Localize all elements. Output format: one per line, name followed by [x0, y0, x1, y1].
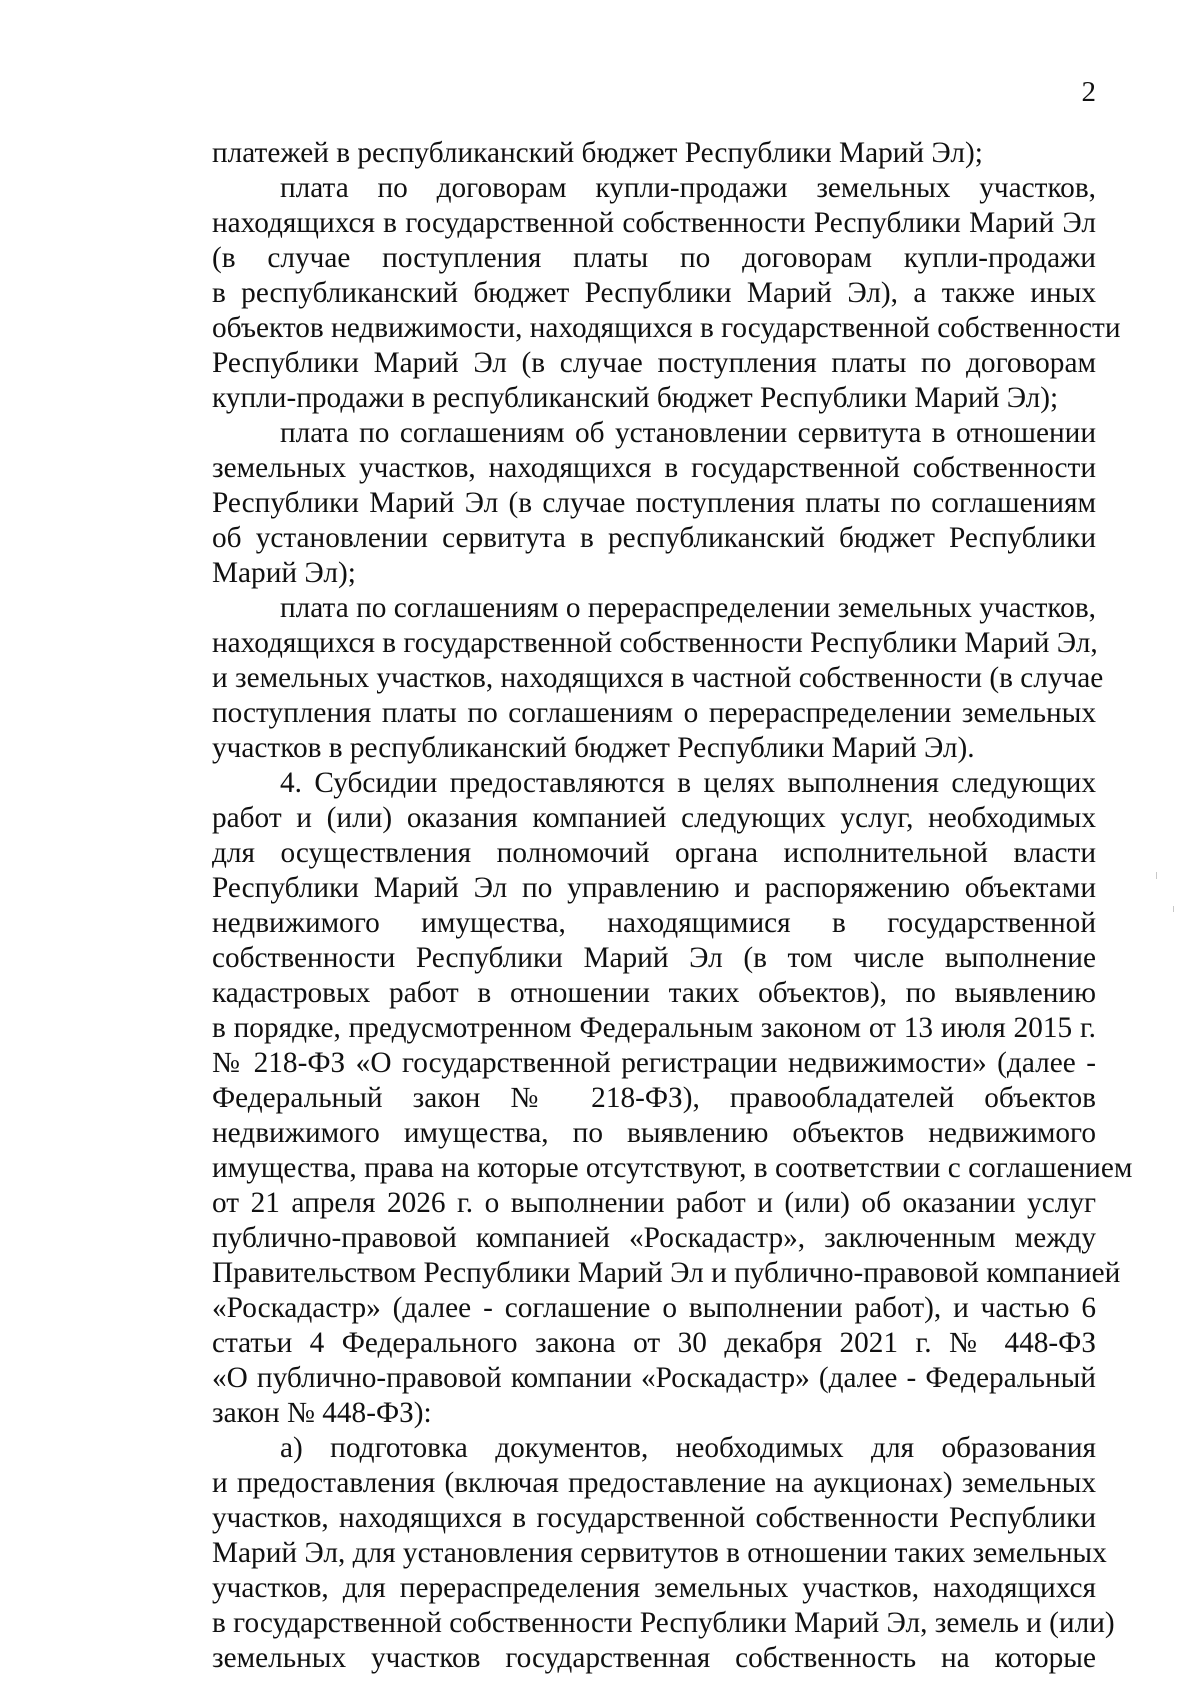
text-line: (в случае поступления платы по договорам купли-продажи [212, 242, 1096, 274]
text-line: Республики Марий Эл (в случае поступления платы по договорам [212, 347, 1096, 379]
text-line: Республики Марий Эл по управлению и распоряжению объектами [212, 872, 1096, 904]
page-number: 2 [1081, 76, 1096, 108]
text-line: статьи 4 Федерального закона от 30 декабря 2021 г. № 448-ФЗ [212, 1327, 1096, 1359]
text-line: 4. Субсидии предоставляются в целях выполнения следующих [280, 767, 1096, 799]
text-line: поступления платы по соглашениям о перераспределении земельных [212, 697, 1096, 729]
text-line: в государственной собственности Республики Марий Эл, земель и (или) [212, 1607, 1115, 1639]
text-line: а) подготовка документов, необходимых для образования [280, 1432, 1096, 1464]
text-line: плата по соглашениям о перераспределении земельных участков, [280, 592, 1096, 624]
text-line: в порядке, предусмотренном Федеральным законом от 13 июля 2015 г. [212, 1012, 1096, 1044]
text-line: находящихся в государственной собственности Республики Марий Эл, [212, 627, 1098, 659]
text-line: недвижимого имущества, находящимися в государственной [212, 907, 1096, 939]
text-line: плата по договорам купли-продажи земельных участков, [280, 172, 1096, 204]
text-line: собственности Республики Марий Эл (в том числе выполнение [212, 942, 1096, 974]
text-line: объектов недвижимости, находящихся в государственной собственности [212, 312, 1121, 344]
text-line: Марий Эл, для установления сервитутов в отношении таких земельных [212, 1537, 1107, 1569]
text-line: работ и (или) оказания компанией следующих услуг, необходимых [212, 802, 1096, 834]
text-line: Правительством Республики Марий Эл и публично-правовой компанией [212, 1257, 1121, 1289]
text-line: и предоставления (включая предоставление на аукционах) земельных [212, 1467, 1096, 1499]
paragraph [212, 136, 1096, 171]
text-line: участков в республиканский бюджет Республики Марий Эл). [212, 732, 975, 764]
text-line: находящихся в государственной собственности Республики Марий Эл [212, 207, 1096, 239]
scan-mark [1156, 872, 1157, 879]
paragraph [212, 171, 1121, 416]
document-body [212, 136, 1133, 1676]
text-line: Марий Эл); [212, 557, 356, 589]
paragraph [212, 591, 1104, 766]
text-line: и земельных участков, находящихся в частной собственности (в случае [212, 662, 1104, 694]
text-line: «О публично-правовой компании «Роскадастр» (далее - Федеральный [212, 1362, 1096, 1394]
paragraph [212, 766, 1133, 1431]
text-line: закон № 448-ФЗ): [212, 1397, 432, 1429]
text-line: плата по соглашениям об установлении сервитута в отношении [280, 417, 1096, 449]
text-line: Федеральный закон № 218-ФЗ), правообладателей объектов [212, 1082, 1096, 1114]
text-line: от 21 апреля 2026 г. о выполнении работ и (или) об оказании услуг [212, 1187, 1096, 1219]
scan-mark [1173, 906, 1174, 912]
text-line: купли-продажи в республиканский бюджет Республики Марий Эл); [212, 382, 1059, 414]
paragraph [212, 416, 1096, 591]
text-line: публично-правовой компанией «Роскадастр», заключенным между [212, 1222, 1096, 1254]
text-line: Республики Марий Эл (в случае поступления платы по соглашениям [212, 487, 1096, 519]
text-line: № 218-ФЗ «О государственной регистрации недвижимости» (далее - [212, 1047, 1096, 1079]
text-line: участков, находящихся в государственной собственности Республики [212, 1502, 1096, 1534]
text-line: земельных участков, находящихся в государственной собственности [212, 452, 1096, 484]
paragraph [212, 1431, 1115, 1676]
text-line: кадастровых работ в отношении таких объектов), по выявлению [212, 977, 1096, 1009]
text-line: участков, для перераспределения земельных участков, находящихся [212, 1572, 1096, 1604]
text-line: имущества, права на которые отсутствуют, в соответствии с соглашением [212, 1152, 1133, 1184]
text-line: недвижимого имущества, по выявлению объектов недвижимого [212, 1117, 1096, 1149]
text-line: в республиканский бюджет Республики Марий Эл), а также иных [212, 277, 1096, 309]
text-line: «Роскадастр» (далее - соглашение о выполнении работ), и частью 6 [212, 1292, 1096, 1324]
text-line: земельных участков государственная собственность на которые [212, 1642, 1096, 1674]
text-line: платежей в республиканский бюджет Республики Марий Эл); [212, 137, 983, 169]
text-line: для осуществления полномочий органа исполнительной власти [212, 837, 1096, 869]
text-line: об установлении сервитута в республиканский бюджет Республики [212, 522, 1096, 554]
